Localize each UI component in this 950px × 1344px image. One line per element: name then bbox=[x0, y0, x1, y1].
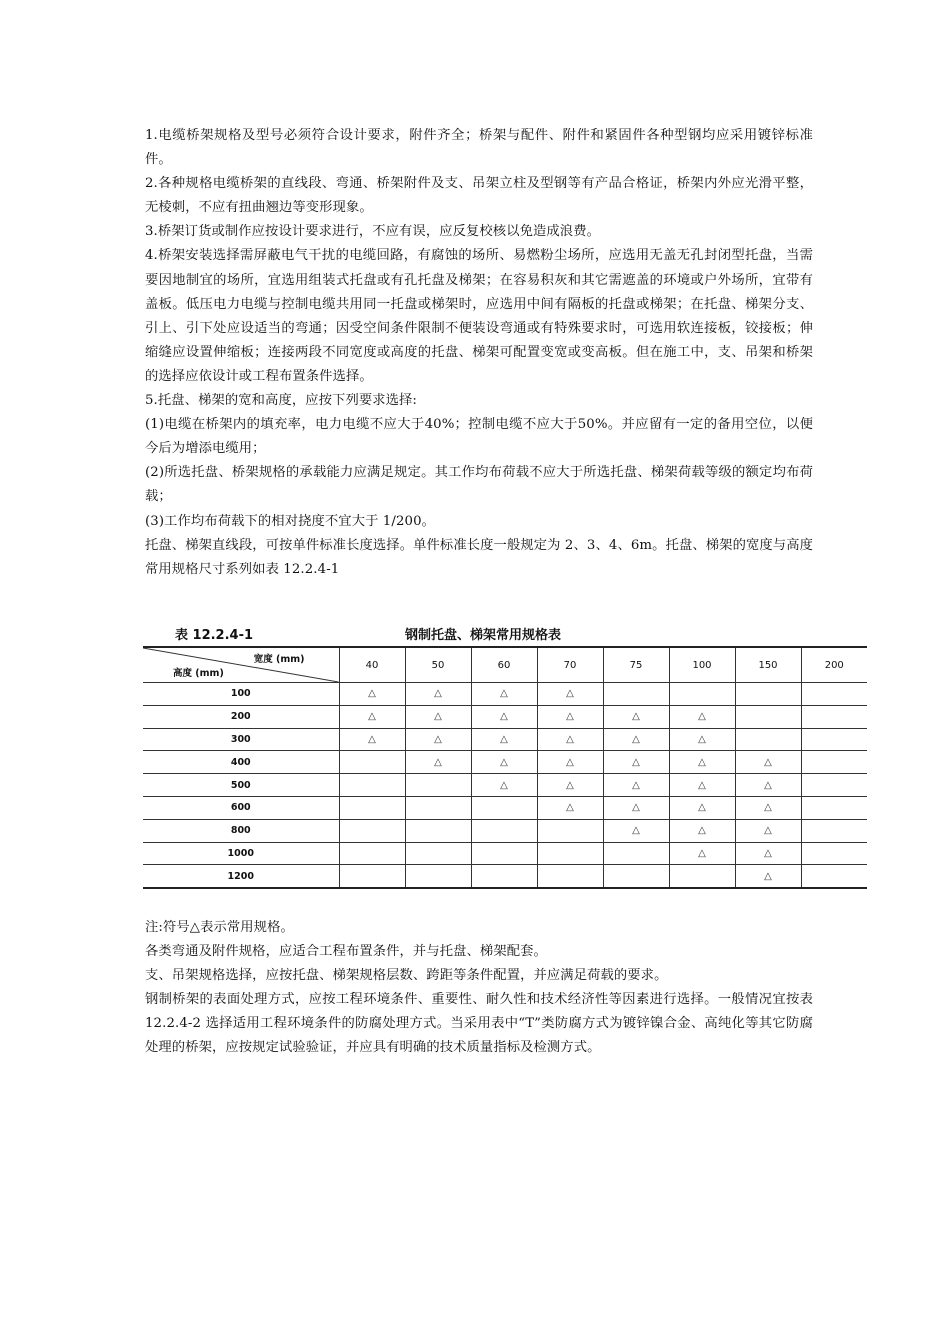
triangle-mark: △ bbox=[764, 825, 772, 837]
row-header: 1000 bbox=[143, 842, 339, 865]
table-cell bbox=[735, 705, 801, 728]
table-cell bbox=[471, 819, 537, 842]
paragraph: 各类弯通及附件规格，应适合工程布置条件，并与托盘、梯架配套。 bbox=[145, 944, 547, 960]
triangle-mark: △ bbox=[434, 688, 442, 700]
triangle-mark: △ bbox=[500, 756, 508, 768]
triangle-mark: △ bbox=[566, 688, 574, 700]
table-cell bbox=[471, 728, 537, 751]
triangle-mark: △ bbox=[434, 733, 442, 745]
triangle-mark: △ bbox=[632, 756, 640, 768]
triangle-mark: △ bbox=[434, 711, 442, 723]
triangle-mark: △ bbox=[698, 756, 706, 768]
triangle-mark: △ bbox=[500, 779, 508, 791]
paragraph: 1.电缆桥架规格及型号必须符合设计要求，附件齐全；桥架与配件、附件和紧固件各种型钢均应采用镀锌标准件。 bbox=[145, 128, 813, 168]
table-header-row bbox=[143, 647, 867, 683]
table-row bbox=[143, 774, 867, 797]
triangle-mark: △ bbox=[698, 847, 706, 859]
triangle-mark: △ bbox=[500, 711, 508, 723]
table-cell bbox=[735, 728, 801, 751]
table-cell bbox=[405, 705, 471, 728]
table-cell bbox=[405, 842, 471, 865]
table-cell bbox=[471, 774, 537, 797]
row-header: 300 bbox=[143, 728, 339, 751]
column-header: 50 bbox=[405, 647, 471, 683]
paragraph: 支、吊架规格选择，应按托盘、梯架规格层数、跨距等条件配置，并应满足荷载的要求。 bbox=[145, 968, 668, 984]
triangle-mark: △ bbox=[698, 802, 706, 814]
table-cell bbox=[537, 705, 603, 728]
table-cell bbox=[339, 865, 405, 888]
column-header: 60 bbox=[471, 647, 537, 683]
paragraph: 钢制桥架的表面处理方式，应按工程环境条件、重要性、耐久性和技术经济性等因素进行选择。一般情况宜按表 12.2.4-2 选择适用工程环境条件的防腐处理方式。当采用表中“T”类防腐方式为镀锌镍合金、高纯化等其它防腐处理的桥架，应按规定试验验证，并应具有明确的技术质量指标及检测方式。 bbox=[145, 992, 813, 1056]
table-cell bbox=[669, 796, 735, 819]
table-row bbox=[143, 705, 867, 728]
paragraph: (2)所选托盘、桥架规格的承载能力应满足规定。其工作均布荷载不应大于所选托盘、梯架荷载等级的额定均布荷载； bbox=[145, 465, 813, 505]
table-cell bbox=[735, 865, 801, 888]
triangle-mark: △ bbox=[632, 711, 640, 723]
column-header: 100 bbox=[669, 647, 735, 683]
table-row bbox=[143, 683, 867, 706]
paragraph: 5.托盘、梯架的宽和高度，应按下列要求选择: bbox=[145, 393, 418, 409]
table-cell bbox=[405, 819, 471, 842]
triangle-mark: △ bbox=[698, 711, 706, 723]
triangle-mark: △ bbox=[368, 733, 376, 745]
triangle-mark: △ bbox=[764, 870, 772, 882]
row-header: 1200 bbox=[143, 865, 339, 888]
body-text-bottom bbox=[145, 916, 813, 1061]
triangle-mark: △ bbox=[632, 733, 640, 745]
table-number: 表 12.2.4-1 bbox=[175, 628, 254, 643]
triangle-mark: △ bbox=[632, 779, 640, 791]
paragraph: 3.桥架订货或制作应按设计要求进行，不应有误，应反复校核以免造成浪费。 bbox=[145, 224, 600, 240]
table-cell bbox=[669, 751, 735, 774]
table-row bbox=[143, 865, 867, 888]
table-cell bbox=[735, 842, 801, 865]
row-header: 800 bbox=[143, 819, 339, 842]
row-header: 100 bbox=[143, 683, 339, 706]
table-cell bbox=[537, 683, 603, 706]
triangle-mark: △ bbox=[566, 733, 574, 745]
column-header: 75 bbox=[603, 647, 669, 683]
table-cell bbox=[801, 842, 867, 865]
triangle-mark: △ bbox=[368, 688, 376, 700]
spec-table-body bbox=[143, 647, 867, 888]
triangle-mark: △ bbox=[698, 733, 706, 745]
triangle-mark: △ bbox=[566, 779, 574, 791]
row-header: 200 bbox=[143, 705, 339, 728]
table-cell bbox=[471, 683, 537, 706]
paragraph: (1)电缆在桥架内的填充率，电力电缆不应大于40%；控制电缆不应大于50%。并应留有一定的备用空位，以便今后为增添电缆用； bbox=[145, 417, 813, 457]
table-cell bbox=[339, 728, 405, 751]
table-cell bbox=[669, 842, 735, 865]
spec-table bbox=[143, 646, 867, 889]
table-cell bbox=[537, 842, 603, 865]
table-cell bbox=[603, 728, 669, 751]
triangle-mark: △ bbox=[698, 779, 706, 791]
table-cell bbox=[537, 728, 603, 751]
table-cell bbox=[339, 842, 405, 865]
table-cell bbox=[669, 774, 735, 797]
table-cell bbox=[537, 774, 603, 797]
table-cell bbox=[603, 774, 669, 797]
table-cell bbox=[735, 796, 801, 819]
table-cell bbox=[603, 842, 669, 865]
column-header: 200 bbox=[801, 647, 867, 683]
table-cell bbox=[669, 683, 735, 706]
table-cell bbox=[339, 751, 405, 774]
table-row bbox=[143, 819, 867, 842]
table-corner-cell bbox=[143, 647, 339, 683]
table-cell bbox=[405, 728, 471, 751]
table-cell bbox=[405, 683, 471, 706]
table-cell bbox=[603, 705, 669, 728]
paragraph: 托盘、梯架直线段，可按单件标准长度选择。单件标准长度一般规定为 2、3、4、6m。托盘、梯架的宽度与高度常用规格尺寸系列如表 12.2.4-1 bbox=[145, 537, 813, 577]
body-text-top bbox=[145, 124, 813, 582]
corner-width-label: 宽度 (mm) bbox=[253, 654, 305, 665]
table-cell bbox=[603, 751, 669, 774]
triangle-mark: △ bbox=[698, 825, 706, 837]
table-cell bbox=[603, 796, 669, 819]
table-cell bbox=[537, 819, 603, 842]
table-cell bbox=[603, 865, 669, 888]
table-cell bbox=[669, 819, 735, 842]
table-cell bbox=[735, 751, 801, 774]
table-cell bbox=[801, 728, 867, 751]
table-cell bbox=[603, 819, 669, 842]
triangle-mark: △ bbox=[566, 756, 574, 768]
spec-table-block bbox=[143, 620, 867, 889]
triangle-mark: △ bbox=[566, 711, 574, 723]
table-cell bbox=[801, 796, 867, 819]
triangle-mark: △ bbox=[500, 688, 508, 700]
column-header: 70 bbox=[537, 647, 603, 683]
table-cell bbox=[801, 683, 867, 706]
table-cell bbox=[537, 751, 603, 774]
triangle-mark: △ bbox=[764, 779, 772, 791]
table-title: 钢制托盘、梯架常用规格表 bbox=[405, 628, 562, 643]
row-header: 500 bbox=[143, 774, 339, 797]
table-cell bbox=[669, 728, 735, 751]
table-cell bbox=[669, 705, 735, 728]
triangle-mark: △ bbox=[764, 847, 772, 859]
corner-height-label: 高度 (mm) bbox=[173, 668, 224, 679]
table-cell bbox=[537, 865, 603, 888]
paragraph: 注:符号△表示常用规格。 bbox=[145, 920, 294, 935]
table-cell bbox=[735, 683, 801, 706]
table-cell bbox=[669, 865, 735, 888]
triangle-mark: △ bbox=[500, 733, 508, 745]
table-caption bbox=[143, 620, 867, 646]
table-cell bbox=[471, 842, 537, 865]
table-cell bbox=[339, 774, 405, 797]
table-cell bbox=[339, 796, 405, 819]
table-row bbox=[143, 728, 867, 751]
table-cell bbox=[801, 751, 867, 774]
row-header: 600 bbox=[143, 796, 339, 819]
triangle-mark: △ bbox=[434, 756, 442, 768]
paragraph: 2.各种规格电缆桥架的直线段、弯通、桥架附件及支、吊架立柱及型钢等有产品合格证，桥架内外应光滑平整，无棱刺，不应有扭曲翘边等变形现象。 bbox=[145, 176, 813, 216]
paragraph: (3)工作均布荷载下的相对挠度不宜大于 1/200。 bbox=[145, 513, 436, 529]
table-cell bbox=[339, 819, 405, 842]
table-cell bbox=[339, 683, 405, 706]
triangle-mark: △ bbox=[368, 711, 376, 723]
column-header: 40 bbox=[339, 647, 405, 683]
table-cell bbox=[801, 774, 867, 797]
table-cell bbox=[339, 705, 405, 728]
table-cell bbox=[603, 683, 669, 706]
row-header: 400 bbox=[143, 751, 339, 774]
table-cell bbox=[471, 705, 537, 728]
table-cell bbox=[405, 865, 471, 888]
table-cell bbox=[405, 774, 471, 797]
table-row bbox=[143, 796, 867, 819]
table-cell bbox=[471, 751, 537, 774]
table-cell bbox=[801, 819, 867, 842]
table-cell bbox=[471, 796, 537, 819]
column-header: 150 bbox=[735, 647, 801, 683]
table-row bbox=[143, 751, 867, 774]
table-cell bbox=[801, 705, 867, 728]
triangle-mark: △ bbox=[764, 756, 772, 768]
table-cell bbox=[735, 819, 801, 842]
triangle-mark: △ bbox=[632, 825, 640, 837]
table-cell bbox=[405, 751, 471, 774]
paragraph: 4.桥架安装选择需屏蔽电气干扰的电缆回路，有腐蚀的场所、易燃粉尘场所，应选用无盖无孔封闭型托盘，当需要因地制宜的场所，宜选用组装式托盘或有孔托盘及梯架；在容易积灰和其它需遮盖的环境或户外场所，宜带有盖板。低压电力电缆与控制电缆共用同一托盘或梯架时，应选用中间有隔板的托盘或梯架；在托盘、梯架分支、引上、引下处应设适当的弯通；因受空间条件限制不便装设弯通或有特殊要求时，可选用软连接板，铰接板；伸缩缝应设置伸缩板；连接两段不同宽度或高度的托盘、梯架可配置变宽或变高板。但在施工中，支、吊架和桥架的选择应依设计或工程布置条件选择。 bbox=[145, 248, 813, 384]
table-cell bbox=[471, 865, 537, 888]
table-cell bbox=[537, 796, 603, 819]
table-row bbox=[143, 842, 867, 865]
table-cell bbox=[801, 865, 867, 888]
table-cell bbox=[735, 774, 801, 797]
triangle-mark: △ bbox=[632, 802, 640, 814]
triangle-mark: △ bbox=[764, 802, 772, 814]
table-cell bbox=[405, 796, 471, 819]
triangle-mark: △ bbox=[566, 802, 574, 814]
